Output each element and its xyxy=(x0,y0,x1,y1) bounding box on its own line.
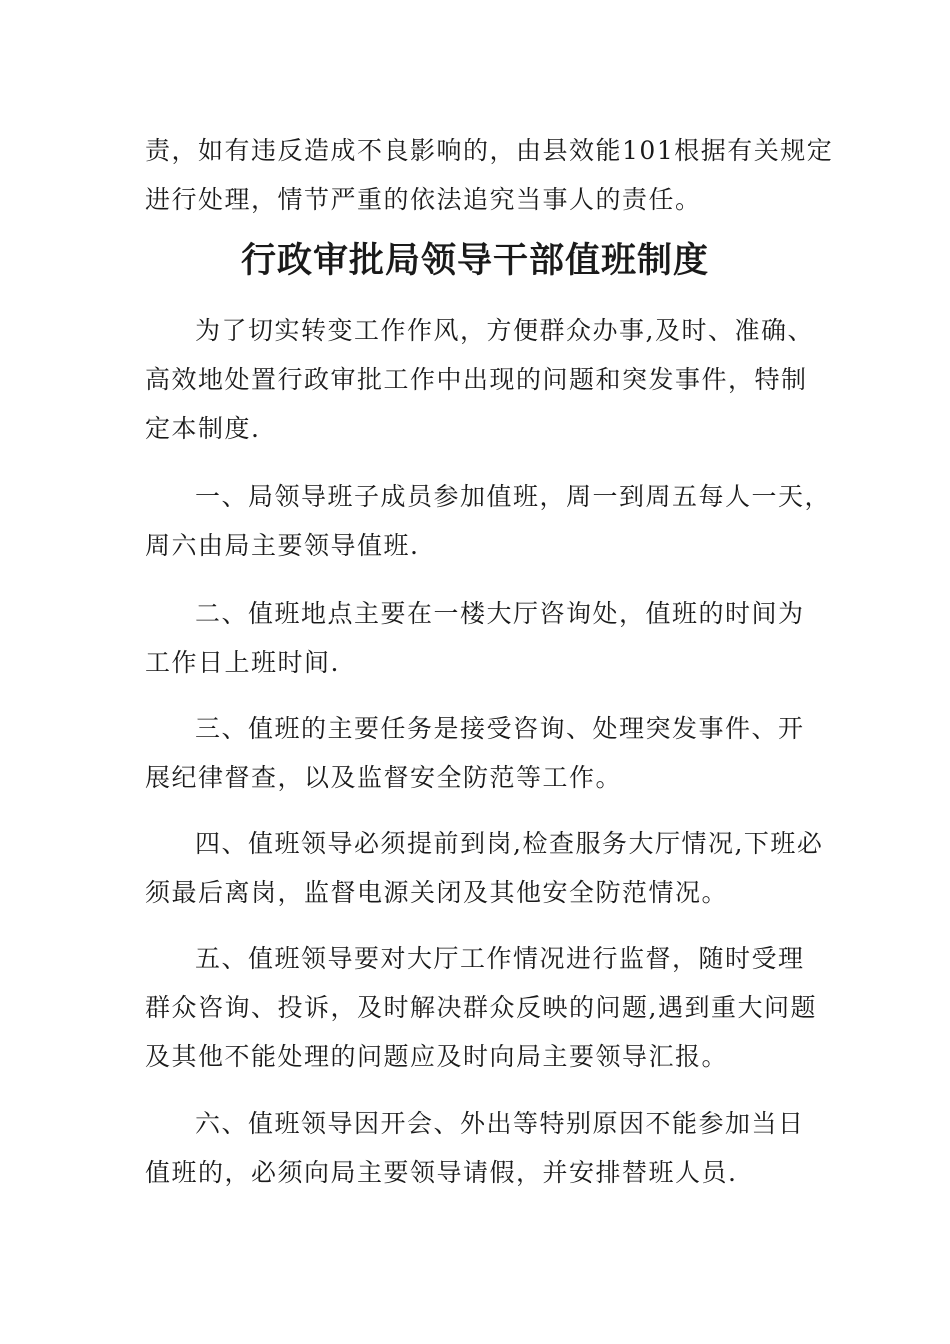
item-5-line-2: 群众咨询、投诉，及时解决群众反映的问题,遇到重大问题 xyxy=(145,993,817,1022)
item-2-line-1: 二、值班地点主要在一楼大厅咨询处，值班的时间为 xyxy=(195,599,805,628)
item-1-line-2: 周六由局主要领导值班. xyxy=(145,531,420,560)
item-1-line-1: 一、局领导班子成员参加值班，周一到周五每人一天， xyxy=(195,482,832,511)
item-5-line-3: 及其他不能处理的问题应及时向局主要领导汇报。 xyxy=(145,1042,729,1071)
item-6-line-2: 值班的，必须向局主要领导请假，并安排替班人员. xyxy=(145,1158,738,1187)
item-5-line-1: 五、值班领导要对大厅工作情况进行监督，随时受理 xyxy=(195,944,805,973)
item-3-line-1: 三、值班的主要任务是接受咨询、处理突发事件、开 xyxy=(195,714,805,743)
continuation-line-2: 进行处理，情节严重的依法追究当事人的责任。 xyxy=(145,185,702,214)
intro-line-2: 高效地处置行政审批工作中出现的问题和突发事件，特制 xyxy=(145,365,808,394)
item-3-line-2: 展纪律督查，以及监督安全防范等工作。 xyxy=(145,763,623,792)
continuation-line-1: 责，如有违反造成不良影响的，由县效能101根据有关规定 xyxy=(145,136,834,165)
item-4-line-1: 四、值班领导必须提前到岗,检查服务大厅情况,下班必 xyxy=(195,829,824,858)
intro-line-3: 定本制度. xyxy=(145,414,261,443)
item-2-line-2: 工作日上班时间. xyxy=(145,648,340,677)
item-6-line-1: 六、值班领导因开会、外出等特别原因不能参加当日 xyxy=(195,1109,805,1138)
item-4-line-2: 须最后离岗，监督电源关闭及其他安全防范情况。 xyxy=(145,878,729,907)
document-title: 行政审批局领导干部值班制度 xyxy=(240,240,709,281)
intro-line-1: 为了切实转变工作作风，方便群众办事,及时、准确、 xyxy=(195,316,814,345)
